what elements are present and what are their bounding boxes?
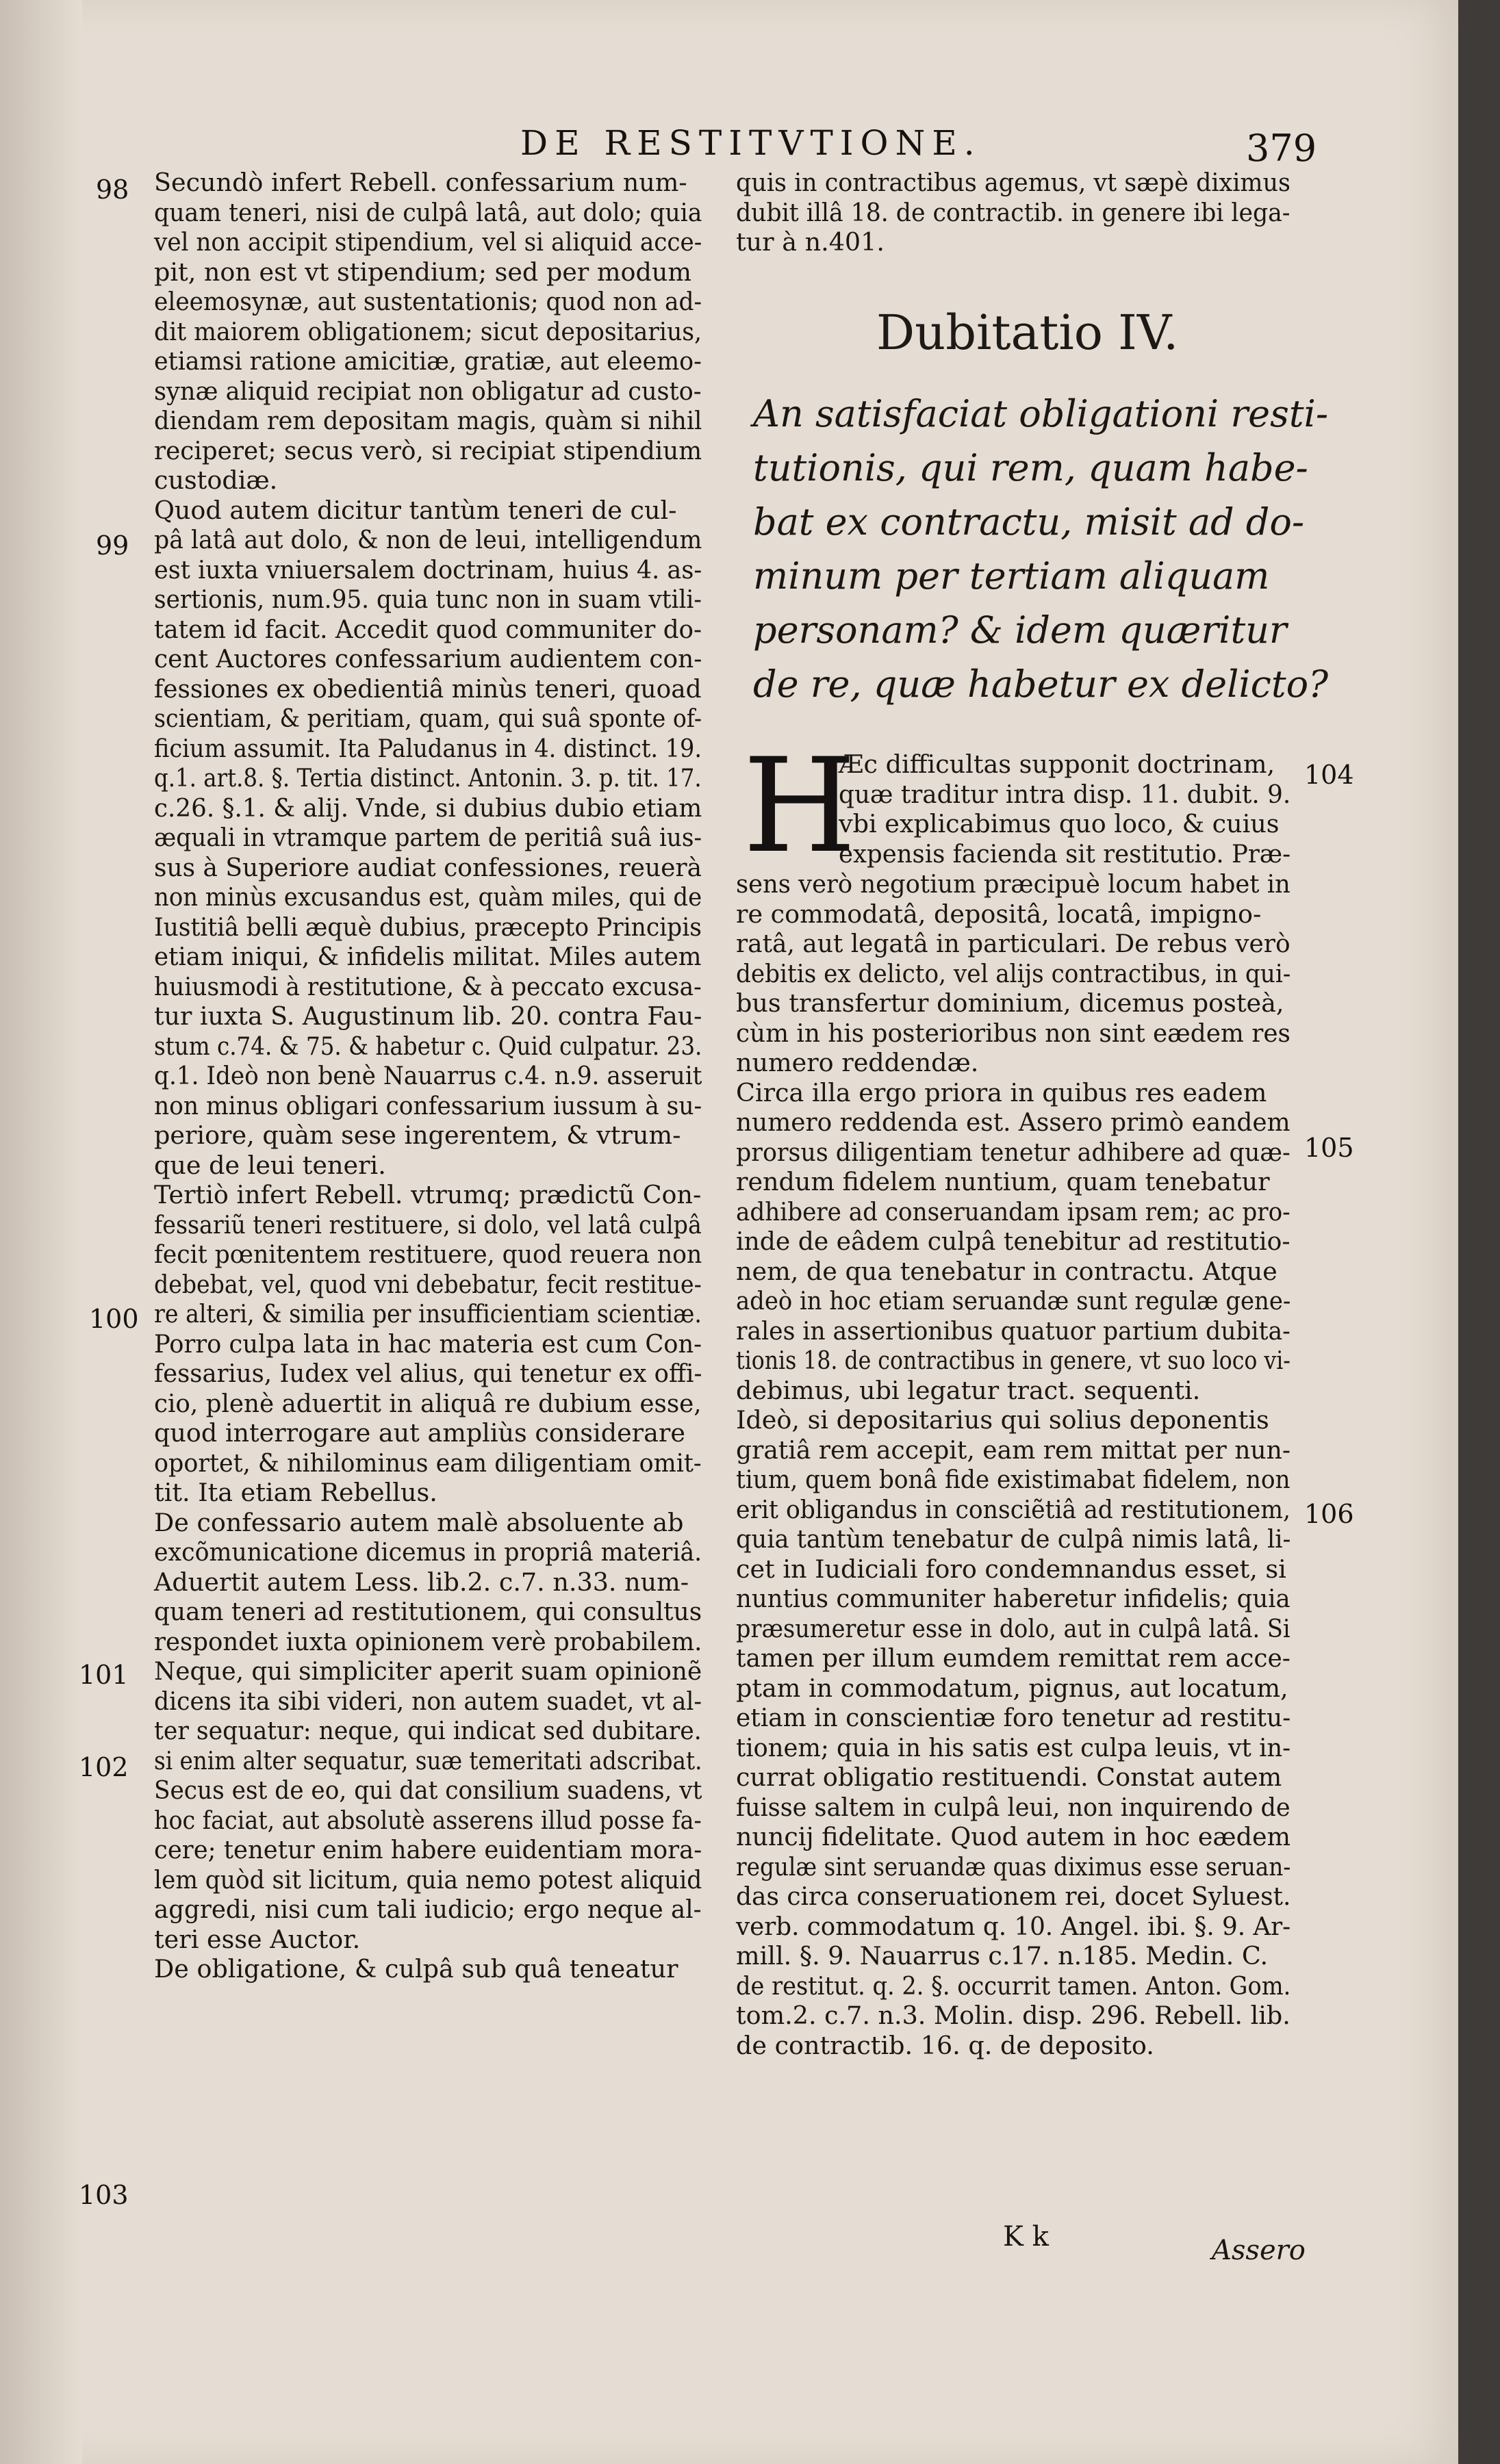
text-line: stum c.74. & 75. & habetur c. Quid culpatur. 23. bbox=[154, 1031, 702, 1061]
text-line: non minùs excusandus est, quàm miles, qui de bbox=[154, 882, 702, 912]
text-line: currat obligatio restituendi. Constat autem bbox=[736, 1762, 1282, 1792]
text-line: ratâ, aut legatâ in particulari. De rebus verò bbox=[736, 929, 1291, 958]
text-line: quis in contractibus agemus, vt sæpè diximus bbox=[736, 168, 1291, 197]
text-line: dubit illâ 18. de contractib. in genere ibi lega- bbox=[736, 197, 1291, 227]
text-line: præsumeretur esse in dolo, aut in culpâ latâ. Si bbox=[736, 1613, 1291, 1643]
text-line: quæ traditur intra disp. 11. dubit. 9. bbox=[839, 779, 1291, 809]
text-line: tutionis, qui rem, quam habe- bbox=[753, 446, 1308, 489]
text-line: q.1. art.8. §. Tertia distinct. Antonin. 3. p. tit. 17. bbox=[154, 763, 702, 793]
text-line: tionem; quia in his satis est culpa leuis, vt in- bbox=[736, 1732, 1291, 1762]
right-column bbox=[736, 869, 1291, 2060]
text-line: tit. Ita etiam Rebellus. bbox=[154, 1478, 437, 1507]
text-line: quam teneri ad restitutionem, qui consultus bbox=[154, 1597, 702, 1626]
text-line: cùm in his posterioribus non sint eædem res bbox=[736, 1018, 1291, 1048]
text-line: fuisse saltem in culpâ leui, non inquirendo de bbox=[736, 1792, 1291, 1822]
text-line: De confessario autem malè absoluente ab bbox=[154, 1507, 684, 1537]
text-line: eleemosynæ, aut sustentationis; quod non ad- bbox=[154, 287, 702, 316]
text-line: Ideò, si depositarius qui solius deponentis bbox=[736, 1405, 1269, 1435]
running-head: DE RESTITVTIONE. bbox=[520, 123, 982, 163]
text-line: Secundò infert Rebell. confessarium num- bbox=[154, 168, 687, 197]
text-line: rendum fidelem nuntium, quam tenebatur bbox=[736, 1167, 1270, 1196]
text-line: debebat, vel, quod vni debebatur, fecit restitue- bbox=[154, 1269, 702, 1299]
margin-number: 98 bbox=[96, 175, 129, 205]
text-line: Circa illa ergo priora in quibus res eadem bbox=[736, 1077, 1267, 1107]
text-line: huiusmodi à restitutione, & à peccato excusa- bbox=[154, 971, 702, 1001]
margin-number: 101 bbox=[79, 1660, 129, 1690]
text-line: bus transfertur dominium, dicemus posteà, bbox=[736, 988, 1284, 1018]
text-line: quia tantùm tenebatur de culpâ nimis latâ, li- bbox=[736, 1524, 1291, 1554]
margin-number: 102 bbox=[79, 1752, 129, 1782]
text-line: numero reddenda est. Assero primò eandem bbox=[736, 1107, 1291, 1137]
text-line: que de leui teneri. bbox=[154, 1150, 386, 1180]
text-line: si enim alter sequatur, suæ temeritati adscribat. bbox=[154, 1745, 702, 1775]
text-line: An satisfaciat obligationi resti- bbox=[753, 392, 1329, 435]
margin-number: 106 bbox=[1304, 1499, 1354, 1529]
text-line: teri esse Auctor. bbox=[154, 1924, 361, 1954]
right-column-opening bbox=[839, 749, 1291, 869]
text-line: prorsus diligentiam tenetur adhibere ad quæ- bbox=[736, 1137, 1291, 1167]
text-line: fessarius, Iudex vel alius, qui tenetur ex offi- bbox=[154, 1359, 702, 1388]
page-number: 379 bbox=[1246, 127, 1317, 170]
text-line: hoc faciat, aut absolutè asserens illud posse fa- bbox=[154, 1805, 702, 1835]
text-line: regulæ sint seruandæ quas diximus esse seruan- bbox=[736, 1851, 1291, 1882]
text-line: numero reddendæ. bbox=[736, 1048, 979, 1077]
text-line: tur iuxta S. Augustinum lib. 20. contra Fau- bbox=[154, 1001, 702, 1031]
text-line: c.26. §.1. & alij. Vnde, si dubius dubio etiam bbox=[154, 793, 702, 823]
dubitatio-heading: Dubitatio IV. bbox=[876, 305, 1179, 361]
text-line: minum per tertiam aliquam bbox=[753, 554, 1270, 598]
text-line: adhibere ad conseruandam ipsam rem; ac pro- bbox=[736, 1196, 1291, 1227]
text-line: nuntius communiter haberetur infidelis; quia bbox=[736, 1584, 1291, 1613]
text-line: re commodatâ, depositâ, locatâ, impigno- bbox=[736, 899, 1262, 929]
text-line: lem quòd sit licitum, quia nemo potest aliquid bbox=[154, 1864, 702, 1895]
text-line: fecit pœnitentem restituere, quod reuera non bbox=[154, 1240, 702, 1269]
text-line: etiam in conscientiæ foro tenetur ad restitu- bbox=[736, 1703, 1291, 1732]
text-line: de contractib. 16. q. de deposito. bbox=[736, 2030, 1154, 2060]
text-line: etiamsi ratione amicitiæ, gratiæ, aut eleemo- bbox=[154, 346, 702, 376]
drop-cap: H bbox=[743, 730, 856, 882]
text-line: cet in Iudiciali foro condemnandus esset, si bbox=[736, 1554, 1286, 1584]
catchword: Assero bbox=[1212, 2235, 1306, 2266]
margin-number: 104 bbox=[1304, 760, 1354, 790]
text-line: rales in assertionibus quatuor partium dubita- bbox=[736, 1316, 1291, 1346]
text-line: dicens ita sibi videri, non autem suadet, vt al- bbox=[154, 1686, 702, 1716]
text-line: pit, non est vt stipendium; sed per modum bbox=[154, 257, 691, 287]
text-line: gratiâ rem accepit, eam rem mittat per nun- bbox=[736, 1435, 1291, 1465]
text-line: custodiæ. bbox=[154, 465, 278, 495]
text-line: adeò in hoc etiam seruandæ sunt regulæ gene- bbox=[736, 1286, 1291, 1316]
text-line: re alteri, & similia per insufficientiam scientiæ. bbox=[154, 1299, 702, 1329]
text-line: tium, quem bonâ fide existimabat fidelem, non bbox=[736, 1465, 1291, 1494]
text-line: quod interrogare aut ampliùs considerare bbox=[154, 1418, 685, 1448]
text-line: q.1. Ideò non benè Nauarrus c.4. n.9. asseruit bbox=[154, 1061, 702, 1090]
text-line: quam teneri, nisi de culpâ latâ, aut dolo; quia bbox=[154, 197, 702, 227]
text-line: nem, de qua tenebatur in contractu. Atque bbox=[736, 1256, 1277, 1286]
text-line: tamen per illum eumdem remittat rem acce- bbox=[736, 1643, 1291, 1673]
text-line: oportet, & nihilominus eam diligentiam omit- bbox=[154, 1448, 702, 1478]
left-column bbox=[154, 168, 702, 1984]
text-line: est iuxta vniuersalem doctrinam, huius 4. as- bbox=[154, 554, 702, 585]
text-line: Aduertit autem Less. lib.2. c.7. n.33. num- bbox=[154, 1567, 689, 1597]
text-line: sertionis, num.95. quia tunc non in suam vtili- bbox=[154, 585, 702, 614]
text-line: periore, quàm sese ingerentem, & vtrum- bbox=[154, 1120, 681, 1150]
text-line: diendam rem depositam magis, quàm si nihil bbox=[154, 406, 702, 435]
text-line: nuncij fidelitate. Quod autem in hoc eædem bbox=[736, 1822, 1291, 1851]
text-line: scientiam, & peritiam, quam, qui suâ sponte of- bbox=[154, 704, 702, 733]
text-line: æquali in vtramque partem de peritiâ suâ ius- bbox=[154, 823, 702, 852]
text-line: reciperet; secus verò, si recipiat stipendium bbox=[154, 435, 702, 465]
text-line: etiam iniqui, & infidelis militat. Miles autem bbox=[154, 942, 702, 971]
text-line: das circa conseruationem rei, docet Syluest. bbox=[736, 1882, 1291, 1911]
text-line: De obligatione, & culpâ sub quâ teneatur bbox=[154, 1954, 678, 1984]
text-line: debitis ex delicto, vel alijs contractibus, in qui- bbox=[736, 958, 1291, 988]
text-line: non minus obligari confessarium iussum à su- bbox=[154, 1090, 702, 1120]
text-line: sus à Superiore audiat confessiones, reuerà bbox=[154, 852, 702, 882]
text-line: respondet iuxta opinionem verè probabilem. bbox=[154, 1626, 702, 1656]
text-line: debimus, ubi legatur tract. sequenti. bbox=[736, 1375, 1201, 1405]
text-line: personam? & idem quæritur bbox=[753, 608, 1287, 652]
text-line: aggredi, nisi cum tali iudicio; ergo neque al- bbox=[154, 1895, 702, 1924]
text-line: inde de eâdem culpâ tenebitur ad restitutio- bbox=[736, 1227, 1291, 1256]
text-line: cent Auctores confessarium audientem con- bbox=[154, 644, 702, 673]
text-line: Neque, qui simpliciter aperit suam opinionẽ bbox=[154, 1656, 702, 1686]
text-line: Porro culpa lata in hac materia est cum Con- bbox=[154, 1329, 702, 1359]
page-gutter-shadow bbox=[0, 0, 82, 2464]
text-line: Tertiò infert Rebell. vtrumq; prædictũ Con- bbox=[154, 1180, 702, 1209]
signature-mark: K k bbox=[1003, 2221, 1049, 2253]
text-line: tur à n.401. bbox=[736, 227, 885, 257]
text-line: Æc difficultas supponit doctrinam, bbox=[839, 749, 1275, 779]
text-line: de restitut. q. 2. §. occurrit tamen. Anton. Gom. bbox=[736, 1971, 1291, 2001]
margin-number: 100 bbox=[89, 1304, 139, 1334]
text-line: Quod autem dicitur tantùm teneri de cul- bbox=[154, 495, 677, 525]
text-line: erit obligandus in consciẽtiâ ad restitutionem, bbox=[736, 1494, 1291, 1524]
text-line: Secus est de eo, qui dat consilium suadens, vt bbox=[154, 1775, 702, 1805]
text-line: bat ex contractu, misit ad do- bbox=[753, 500, 1305, 543]
text-line: fessiones ex obedientiâ minùs teneri, quoad bbox=[154, 673, 702, 704]
text-line: cio, plenè aduertit in aliquâ re dubium esse, bbox=[154, 1388, 702, 1418]
text-line: ficium assumit. Ita Paludanus in 4. distinct. 19. bbox=[154, 733, 702, 763]
text-line: de re, quæ habetur ex delicto? bbox=[753, 663, 1329, 706]
margin-number: 103 bbox=[79, 2180, 129, 2210]
text-line: sens verò negotium præcipuè locum habet in bbox=[736, 869, 1291, 899]
text-line: ter sequatur: neque, qui indicat sed dubitare. bbox=[154, 1716, 702, 1745]
text-line: vel non accipit stipendium, vel si aliquid acce- bbox=[154, 227, 702, 257]
margin-number: 99 bbox=[96, 530, 129, 561]
question-heading bbox=[753, 387, 1328, 711]
text-line: ptam in commodatum, pignus, aut locatum, bbox=[736, 1673, 1288, 1703]
text-line: excõmunicatione dicemus in propriâ materiâ. bbox=[154, 1537, 702, 1567]
margin-number: 105 bbox=[1304, 1133, 1354, 1163]
text-line: verb. commodatum q. 10. Angel. ibi. §. 9. Ar- bbox=[736, 1911, 1291, 1941]
text-line: mill. §. 9. Nauarrus c.17. n.185. Medin. C. bbox=[736, 1941, 1269, 1971]
text-line: fessariũ teneri restituere, si dolo, vel latâ culpâ bbox=[154, 1209, 702, 1240]
text-line: pâ latâ aut dolo, & non de leui, intelligendum bbox=[154, 525, 702, 554]
text-line: vbi explicabimus quo loco, & cuius bbox=[839, 809, 1280, 838]
right-column-continuation bbox=[736, 168, 1291, 257]
text-line: cere; tenetur enim habere euidentiam mora- bbox=[154, 1835, 702, 1864]
page-edge bbox=[1458, 0, 1500, 2464]
text-line: tom.2. c.7. n.3. Molin. disp. 296. Rebell. lib. bbox=[736, 2001, 1291, 2030]
text-line: expensis facienda sit restitutio. Præ- bbox=[839, 838, 1291, 869]
text-line: dit maiorem obligationem; sicut depositarius, bbox=[154, 316, 702, 346]
text-line: synæ aliquid recipiat non obligatur ad custo- bbox=[154, 376, 702, 406]
text-line: Iustitiâ belli æquè dubius, præcepto Principis bbox=[154, 912, 702, 942]
text-line: tionis 18. de contractibus in genere, vt suo loco vi- bbox=[736, 1346, 1291, 1375]
text-line: tatem id facit. Accedit quod communiter do- bbox=[154, 614, 702, 644]
